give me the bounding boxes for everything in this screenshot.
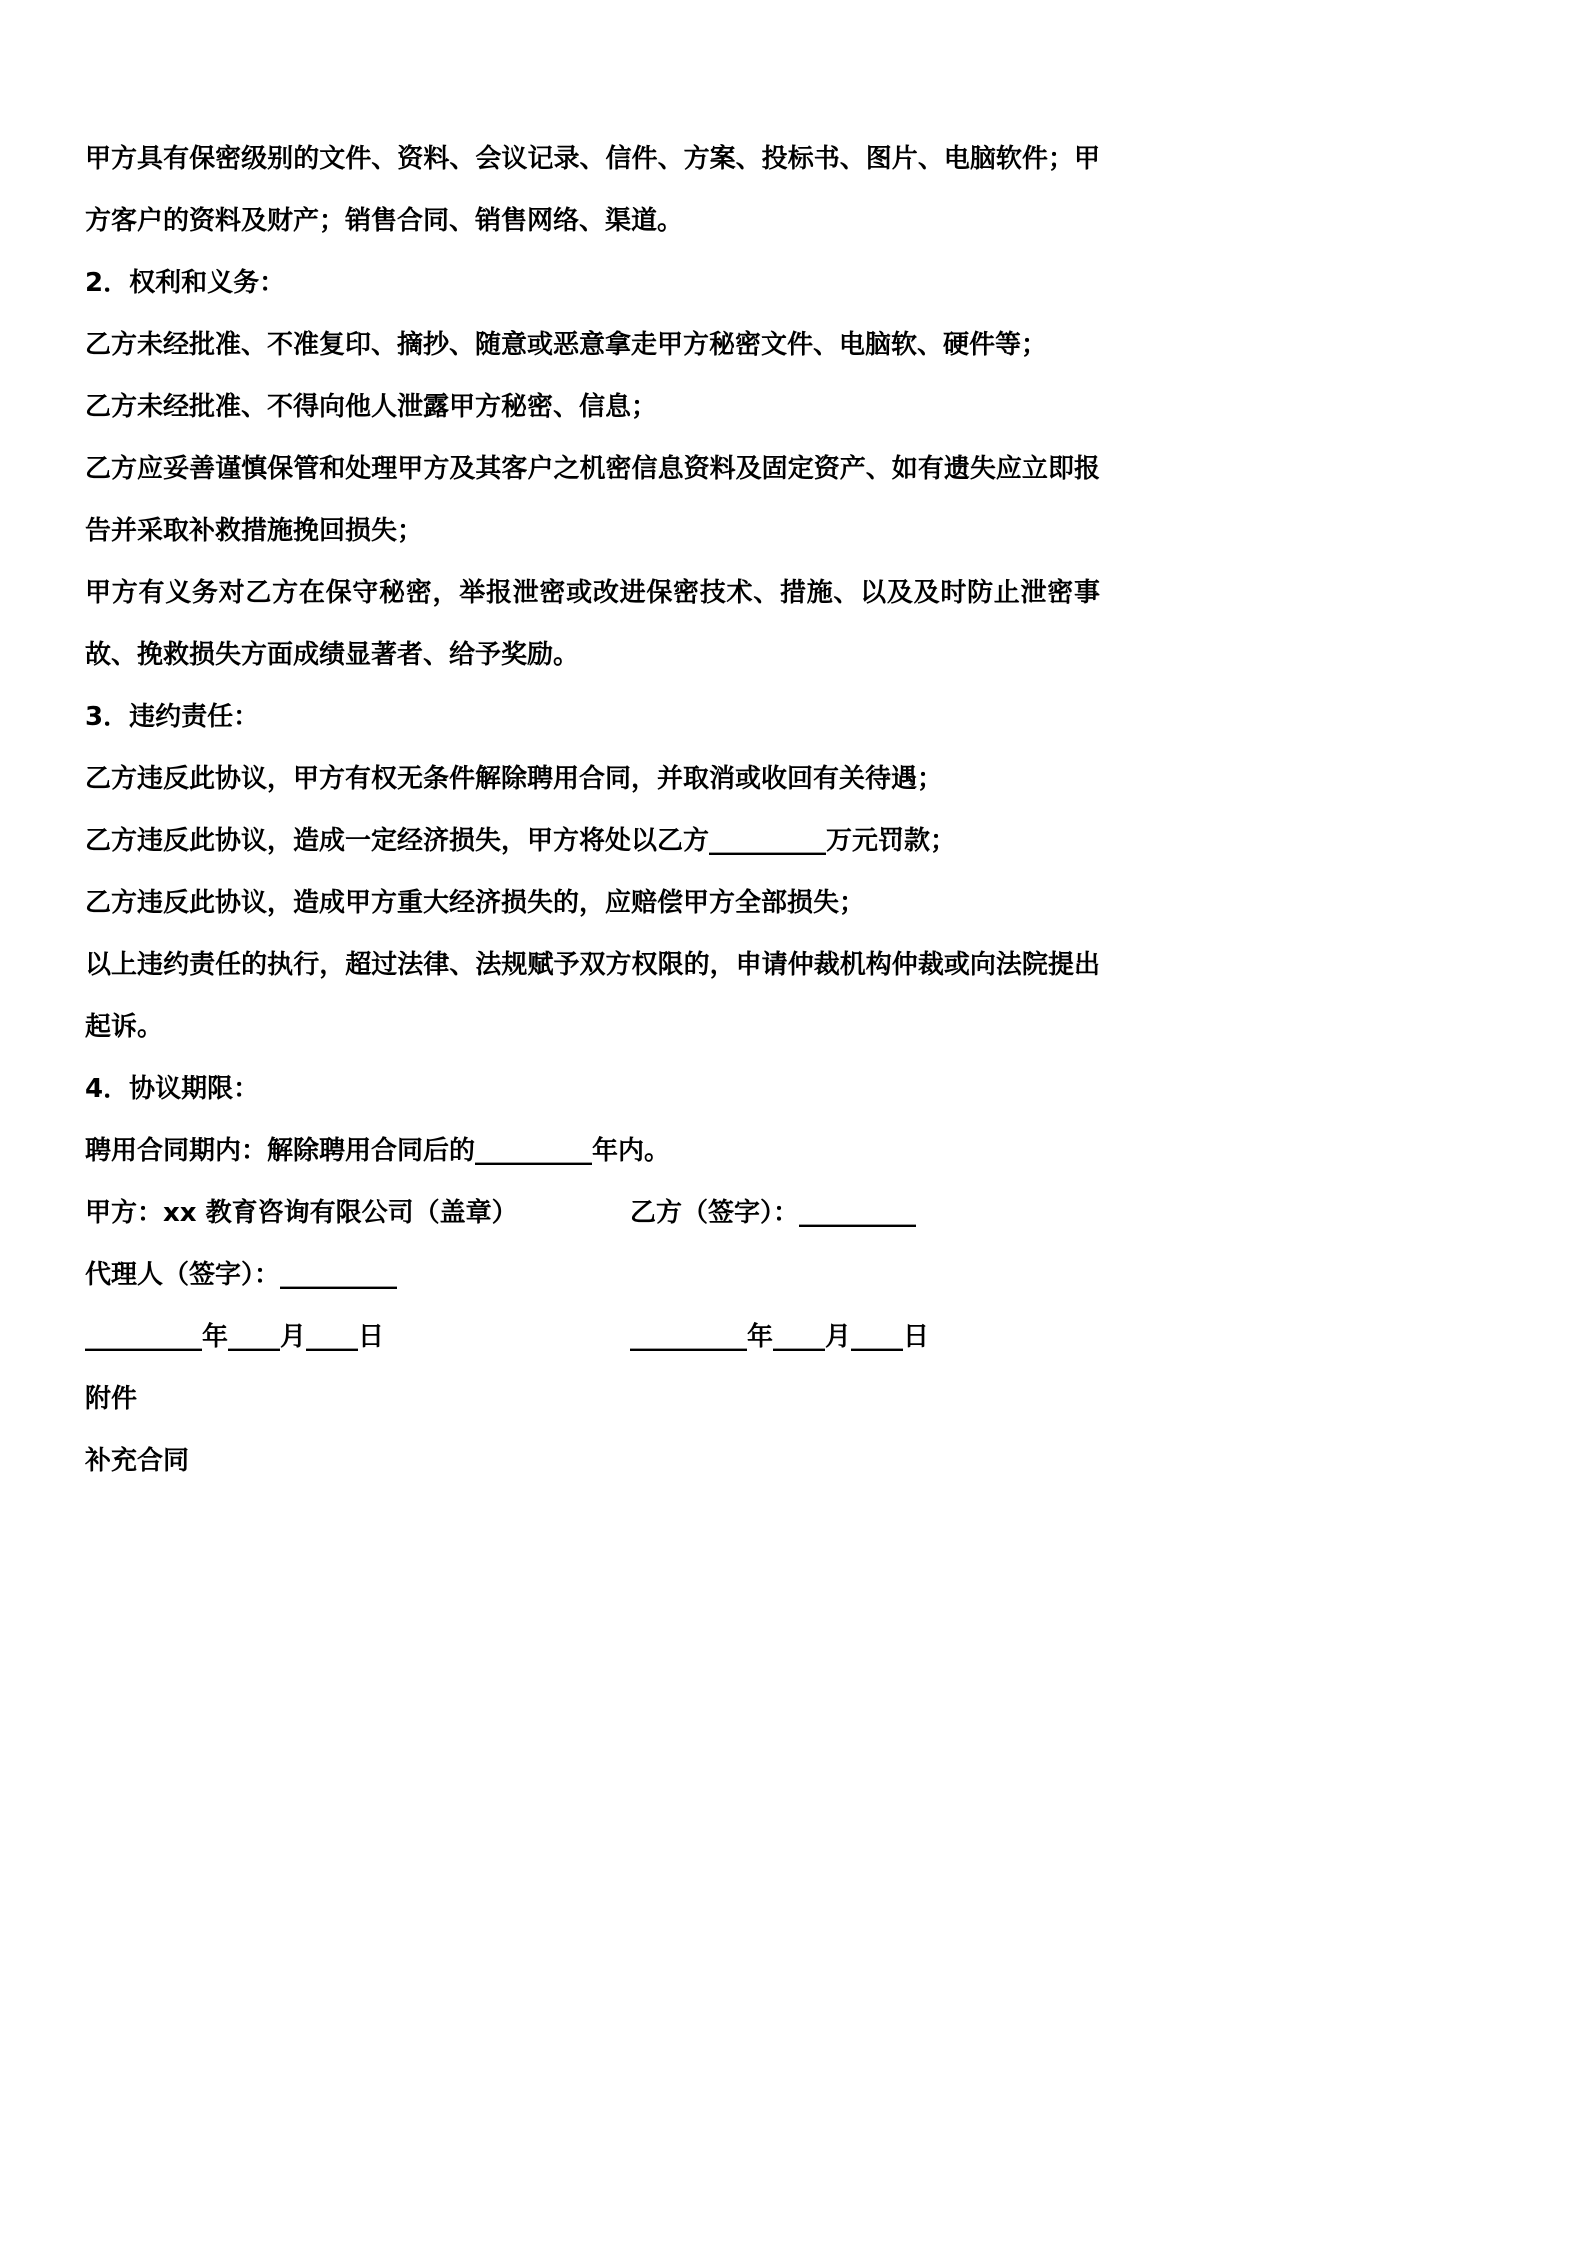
paragraph: 以上违约责任的执行，超过法律、法规赋予双方权限的，申请仲裁机构仲裁或向法院提出起诉。 [85,950,1100,1042]
paragraph: 乙方违反此协议，造成一定经济损失，甲方将处以乙方_________万元罚款； [85,826,957,856]
paragraph: 甲方具有保密级别的文件、资料、会议记录、信件、方案、投标书、图片、电脑软件；甲方客户的资料及财产；销售合同、销售网络、渠道。 [85,144,1100,236]
paragraph: 附件 [85,1384,138,1414]
section-heading: 4．协议期限： [85,1074,260,1104]
paragraph: 乙方未经批准、不得向他人泄露甲方秘密、信息； [85,392,658,422]
section-heading: 2．权利和义务： [85,268,286,298]
paragraph: 补充合同 [85,1446,190,1476]
paragraph: 乙方违反此协议，造成甲方重大经济损失的，应赔偿甲方全部损失； [85,888,866,918]
paragraph: 甲方有义务对乙方在保守秘密，举报泄密或改进保密技术、措施、以及及时防止泄密事故、挽救损失方面成绩显著者、给予奖励。 [85,578,1100,670]
left-text: _________年____月____日 [85,1322,385,1352]
paragraph: 聘用合同期内：解除聘用合同后的_________年内。 [85,1136,671,1166]
left-text: 甲方：xx 教育咨询有限公司（盖章） [85,1198,518,1228]
paragraph: 乙方违反此协议，甲方有权无条件解除聘用合同，并取消或收回有关待遇； [85,764,944,794]
section-heading: 3．违约责任： [85,702,260,732]
paragraph: 乙方未经批准、不准复印、摘抄、随意或恶意拿走甲方秘密文件、电脑软、硬件等； [85,330,1048,360]
paragraph: 乙方应妥善谨慎保管和处理甲方及其客户之机密信息资料及固定资产、如有遗失应立即报告并采取补救措施挽回损失； [85,454,1100,546]
document-body [85,128,1100,1492]
paragraph: 代理人（签字）：_________ [85,1260,398,1290]
right-text: 乙方（签字）：_________ [630,1198,917,1228]
right-text: _________年____月____日 [630,1322,930,1352]
two-column-row [85,1182,1100,1244]
two-column-row [85,1306,1100,1368]
